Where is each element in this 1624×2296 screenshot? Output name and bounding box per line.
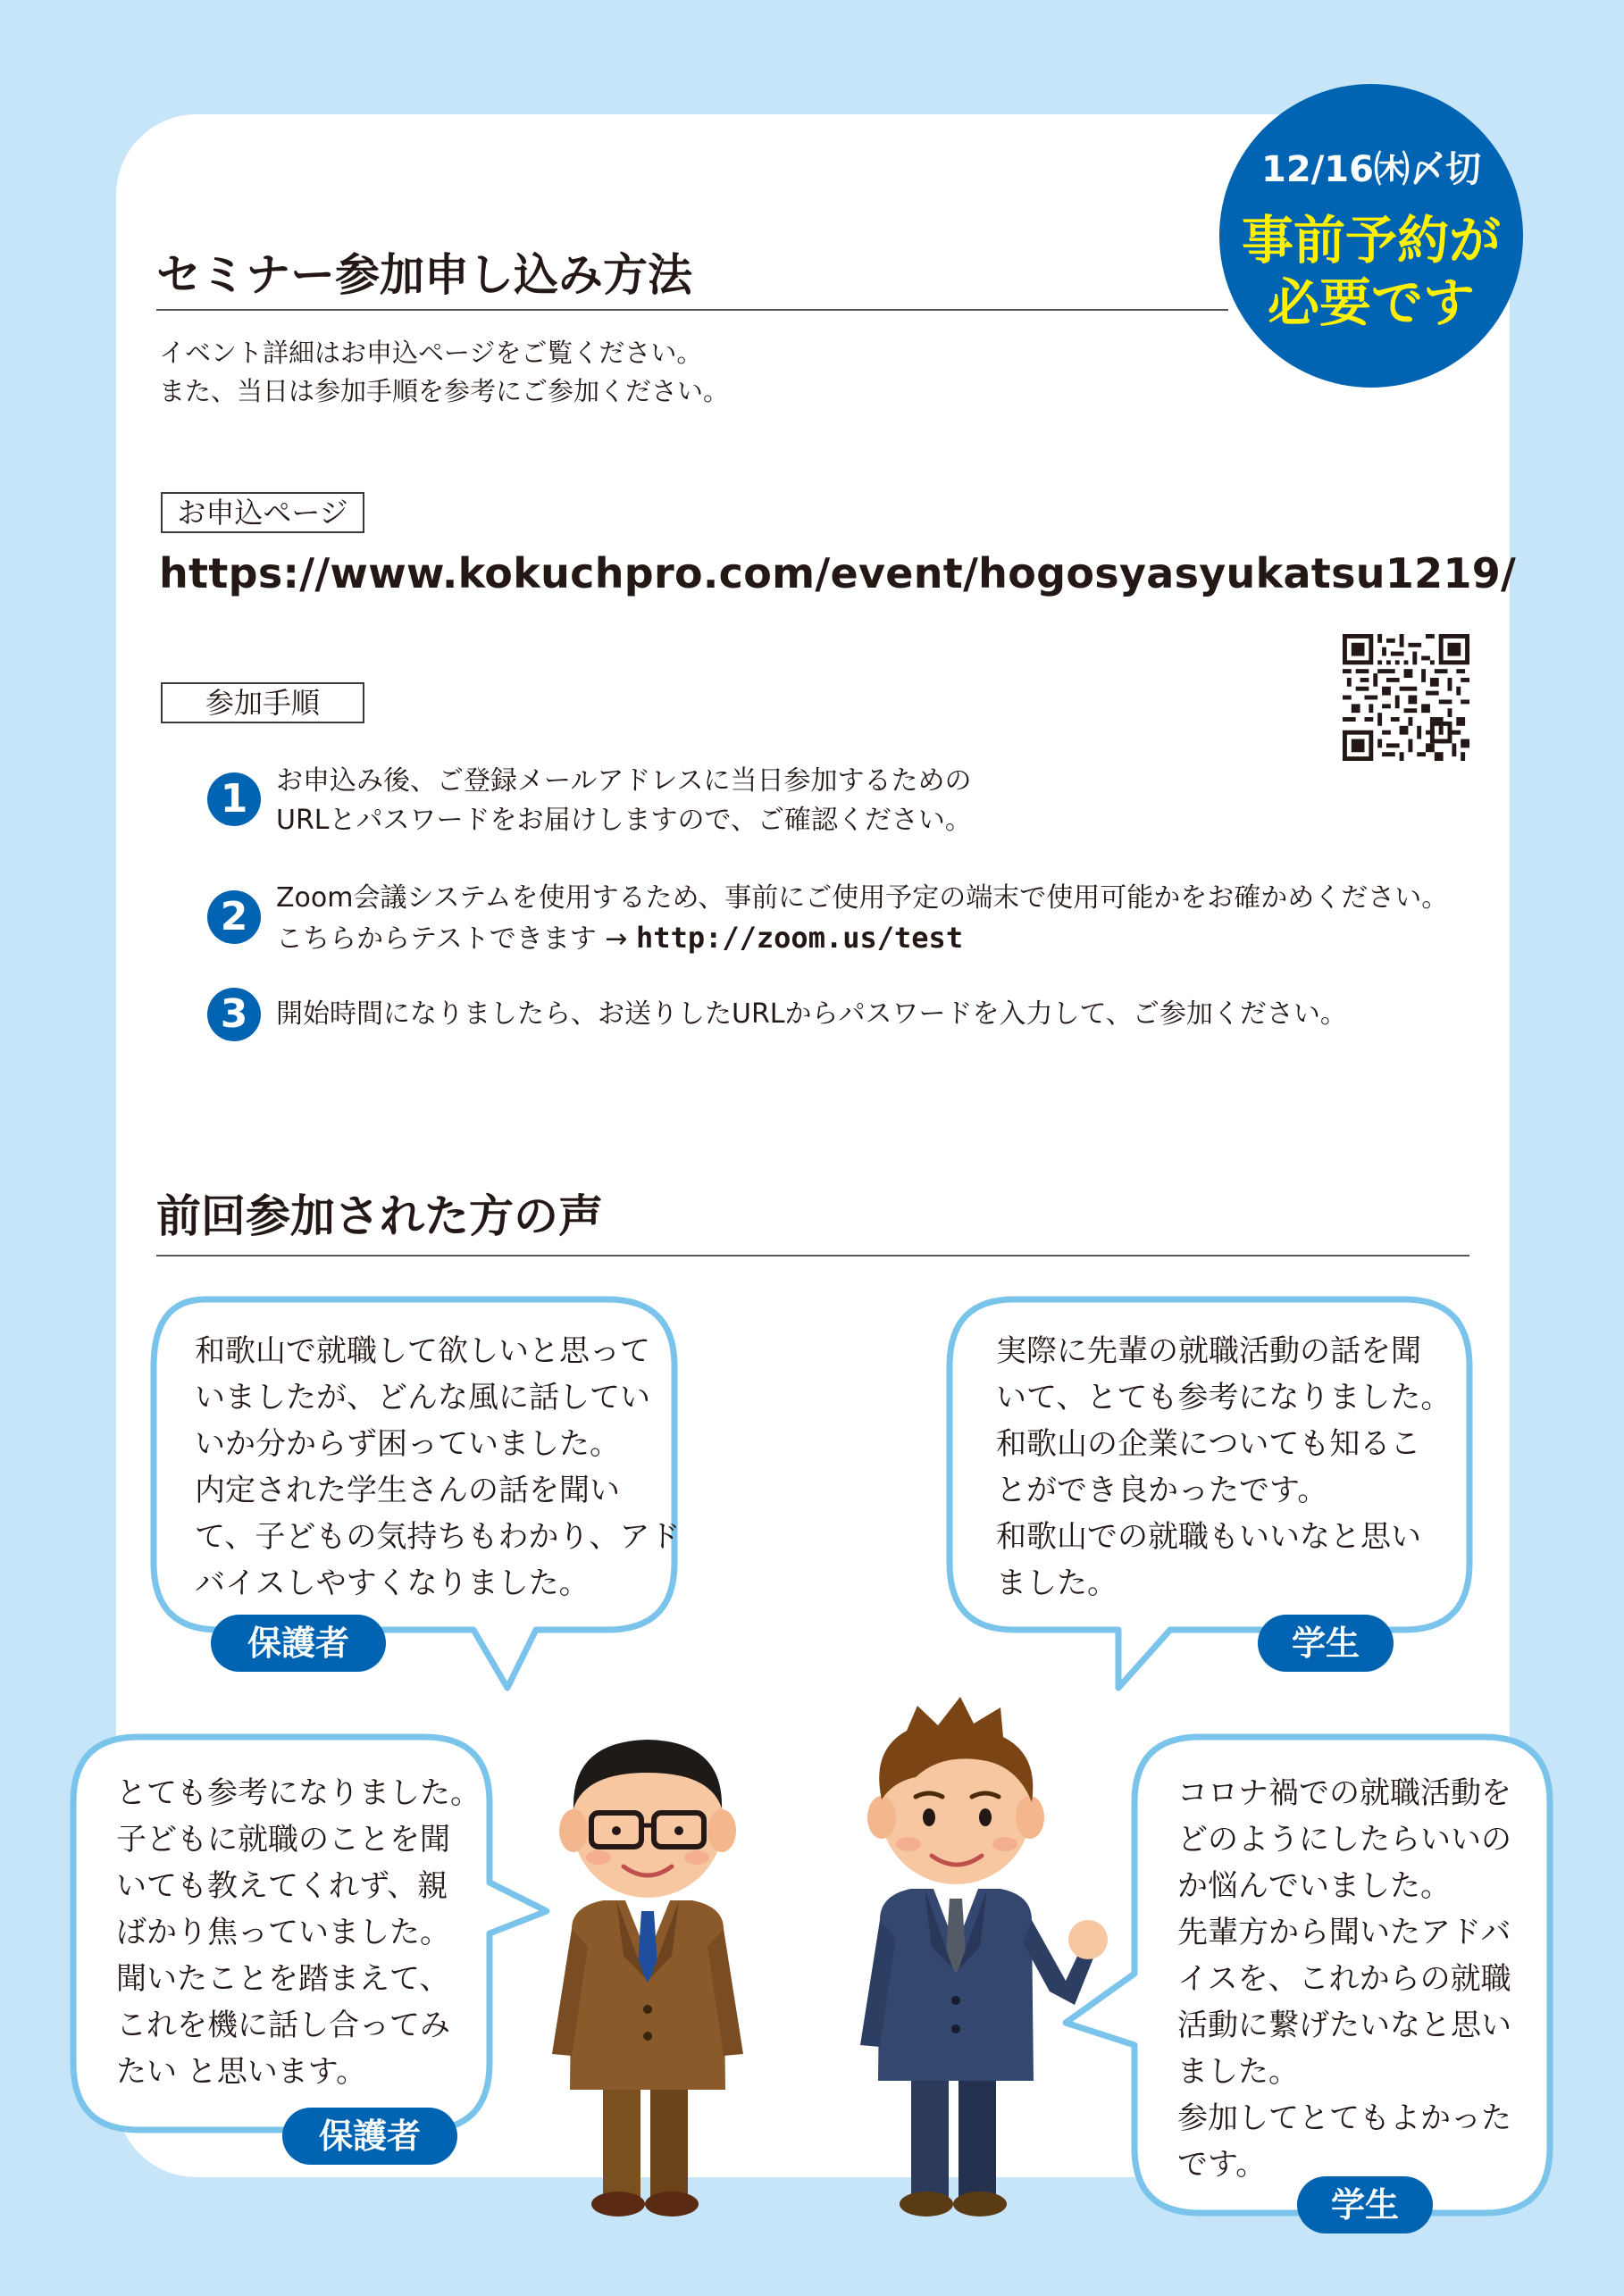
bubble-line: 参加してとてもよかった xyxy=(1177,2100,1511,2136)
bubble-line: て、子どもの気持ちもわかり、アド xyxy=(195,1519,681,1555)
bubble-line: どのようにしたらいいの xyxy=(1177,1822,1511,1858)
bubble-line: 先輩方から聞いたアドバ xyxy=(1177,1915,1511,1950)
step-1-line-2: URLとパスワードをお届けしますので、ご確認ください。 xyxy=(276,805,972,836)
label-parent-1: 保護者 xyxy=(211,1615,386,1672)
label-student-2: 学生 xyxy=(1297,2176,1433,2233)
bubble-line: ました。 xyxy=(996,1565,1118,1601)
apply-url-link[interactable]: https://www.kokuchpro.com/event/hogosyasyukatsu1219/ xyxy=(159,549,1517,597)
label-student-1: 学生 xyxy=(1258,1615,1394,1672)
bubble-line: いて、とても参考になりました。 xyxy=(996,1380,1452,1415)
bubble-line: 実際に先輩の就職活動の話を聞 xyxy=(996,1333,1421,1369)
step-number-1: 1 xyxy=(207,772,261,826)
bubble-line: とても参考になりました。 xyxy=(116,1775,481,1811)
bubble-line: とができ良かったです。 xyxy=(996,1473,1328,1508)
step-1-line-1: お申込み後、ご登録メールアドレスに当日参加するための xyxy=(276,765,972,797)
bubble-line: 活動に繋げたいなと思い xyxy=(1177,2008,1511,2043)
badge-line-2: 必要です xyxy=(1267,272,1475,333)
bubble-line: コロナ禍での就職活動を xyxy=(1177,1775,1511,1811)
voice-bubble-parent-1 xyxy=(195,1328,680,1607)
bubble-line: 聞いたことを踏まえて、 xyxy=(116,1961,450,1997)
intro-line-1: イベント詳細はお申込ページをご覧ください。 xyxy=(159,338,703,368)
bubble-line: ました。 xyxy=(1177,2054,1299,2090)
apply-page-tag: お申込ページ xyxy=(161,492,364,533)
badge-line-1: 事前予約が xyxy=(1241,210,1501,271)
badge-deadline: 12/16㈭〆切 xyxy=(1261,149,1481,190)
steps-tag: 参加手順 xyxy=(161,682,364,723)
section-title-application: セミナー参加申し込み方法 xyxy=(156,249,692,301)
bubble-line: イスを、これからの就職 xyxy=(1177,1961,1511,1997)
section-title-voices: 前回参加された方の声 xyxy=(156,1190,603,1242)
bubble-line: か悩んでいました。 xyxy=(1177,1868,1451,1904)
zoom-test-link[interactable]: http://zoom.us/test xyxy=(636,921,964,955)
bubble-line: いても教えてくれず、親 xyxy=(116,1868,448,1904)
intro-line-2: また、当日は参加手順を参考にご参加ください。 xyxy=(159,376,730,406)
step-number-3: 3 xyxy=(207,988,261,1041)
bubble-line: 和歌山の企業についても知るこ xyxy=(996,1426,1421,1462)
step-2-line-1: Zoom会議システムを使用するため、事前にご使用予定の端末で使用可能かをお確かめください。 xyxy=(276,882,1449,914)
bubble-line: いましたが、どんな風に話してい xyxy=(195,1380,650,1415)
step-2-prefix: こちらからテストできます → xyxy=(276,923,628,955)
parent-character-illustration xyxy=(518,1724,777,2224)
bubble-line: です。 xyxy=(1177,2147,1267,2183)
bubble-line: これを機に話し合ってみ xyxy=(116,2008,450,2043)
bubble-line: たい と思います。 xyxy=(116,2054,367,2090)
bubble-line: 子どもに就職のことを聞 xyxy=(116,1822,450,1858)
voice-bubble-parent-2 xyxy=(116,1770,481,2095)
bubble-line: 和歌山で就職して欲しいと思って xyxy=(195,1333,650,1369)
bubble-line: 和歌山での就職もいいなと思い xyxy=(996,1519,1421,1555)
bubble-line: バイスしやすくなりました。 xyxy=(195,1565,590,1601)
bubble-line: ばかり焦っていました。 xyxy=(116,1915,450,1950)
step-number-2: 2 xyxy=(207,890,261,944)
step-3-line: 開始時間になりましたら、お送りしたURLからパスワードを入力して、ご参加ください。 xyxy=(276,998,1347,1030)
label-parent-2: 保護者 xyxy=(282,2108,457,2165)
bubble-line: いか分からず困っていました。 xyxy=(195,1426,620,1462)
voice-bubble-student-1 xyxy=(996,1328,1451,1607)
bubble-line: 内定された学生さんの話を聞い xyxy=(195,1473,620,1508)
voice-bubble-student-2 xyxy=(1177,1770,1511,2188)
student-character-illustration xyxy=(835,1697,1121,2224)
